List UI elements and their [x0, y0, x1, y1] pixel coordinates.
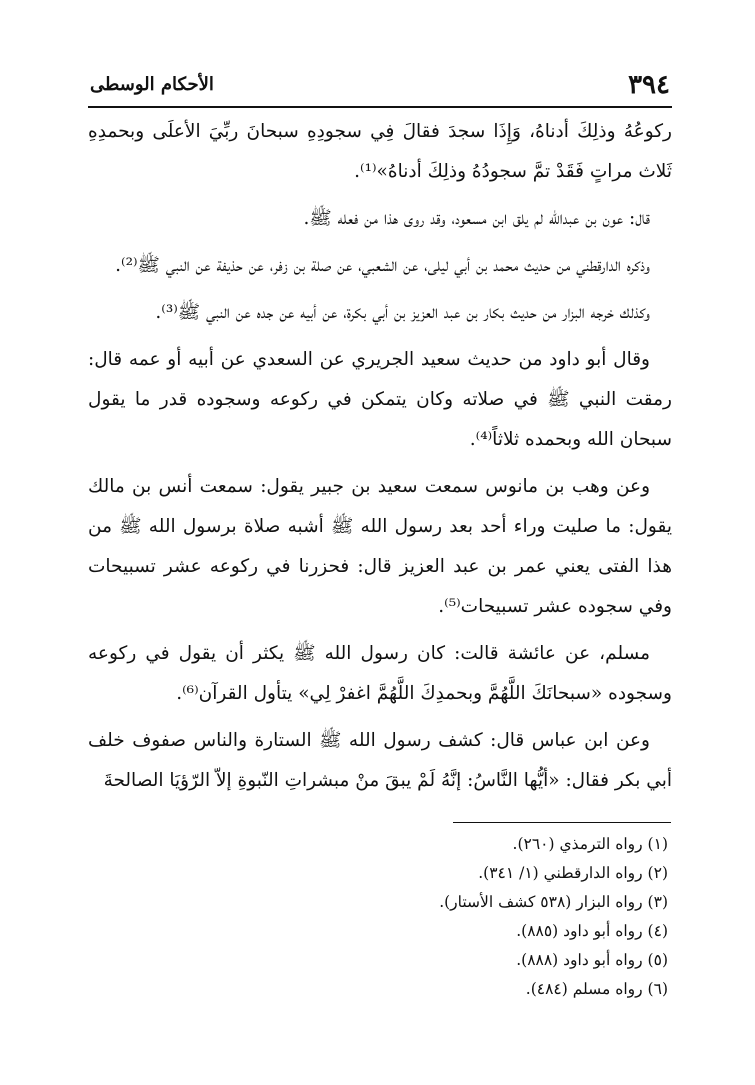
- paragraph: مسلم، عن عائشة قالت: كان رسول الله ﷺ يكثر أن يقول في ركوعه وسجوده «سبحانَكَ اللَّهُمَّ وبحمدِكَ اللَّهُمَّ اغفرْ لِي» يتأول القرآن⁽⁶⁾.: [88, 643, 672, 704]
- footnotes: [88, 830, 672, 1004]
- footnote: (١) رواه الترمذي (٢٦٠).: [512, 835, 668, 853]
- footnote-divider: [453, 822, 671, 823]
- header-divider: [88, 106, 672, 108]
- paragraph: وقال أبو داود من حديث سعيد الجريري عن السعدي عن أبيه أو عمه قال: رمقت النبي ﷺ في صلاته وكان يتمكن في ركوعه وسجوده قدر ما يقول سبحان الله وبحمده ثلاثاً⁽⁴⁾.: [88, 349, 672, 450]
- footnote: (٣) رواه البزار (٥٣٨ كشف الأستار).: [439, 893, 668, 911]
- paragraph: وكذلك خرجه البزار من حديث بكار بن عبد العزيز بن أبي بكرة، عن أبيه عن جده عن النبي ﷺ⁽³⁾.: [155, 302, 650, 323]
- footnote: (٥) رواه أبو داود (٨٨٨).: [516, 951, 668, 969]
- paragraph: وذكره الدارقطني من حديث محمد بن أبي ليلى، عن الشعبي، عن صلة بن زفر، عن حذيفة عن النبي ﷺ⁽²⁾.: [115, 255, 650, 276]
- footnote: (٢) رواه الدارقطني (١/ ٣٤١).: [478, 864, 668, 882]
- paragraph: وعن ابن عباس قال: كشف رسول الله ﷺ الستارة والناس صفوف خلف أبي بكر فقال: «أيُّها النَّاسُ: إنَّهُ لَمْ يبقَ منْ مبشراتِ النّبوةِ إلاّ الرّؤيَا الصالحةَ: [88, 730, 672, 791]
- main-text: [88, 112, 672, 808]
- page-header: [90, 70, 670, 104]
- page-number: ٣٩٤: [628, 70, 670, 100]
- footnote: (٦) رواه مسلم (٤٨٤).: [525, 980, 668, 998]
- paragraph: قال: عون بن عبدالله لم يلق ابن مسعود، وقد روى هذا من فعله ﷺ.: [303, 208, 650, 229]
- footnote: (٤) رواه أبو داود (٨٨٥).: [516, 922, 668, 940]
- paragraph: وعن وهب بن مانوس سمعت سعيد بن جبير يقول: سمعت أنس بن مالك يقول: ما صليت وراء أحد بعد رسول الله ﷺ أشبه صلاة برسول الله ﷺ من هذا الفتى يعني عمر بن عبد العزيز قال: فحزرنا في ركوعه عشر تسبيحات وفي سجوده عشر تسبيحات⁽⁵⁾.: [88, 476, 672, 617]
- paragraph: ركوعُهُ وذلِكَ أدناهُ، وَإِذَا سجدَ فقالَ فِي سجودِهِ سبحانَ ربِّيَ الأعلَى وبحمدِهِ ثَلاث مراتٍ فَقَدْ تمَّ سجودُهُ وذلِكَ أدناهُ»⁽¹⁾.: [88, 121, 672, 182]
- running-title: الأحكام الوسطى: [90, 74, 214, 95]
